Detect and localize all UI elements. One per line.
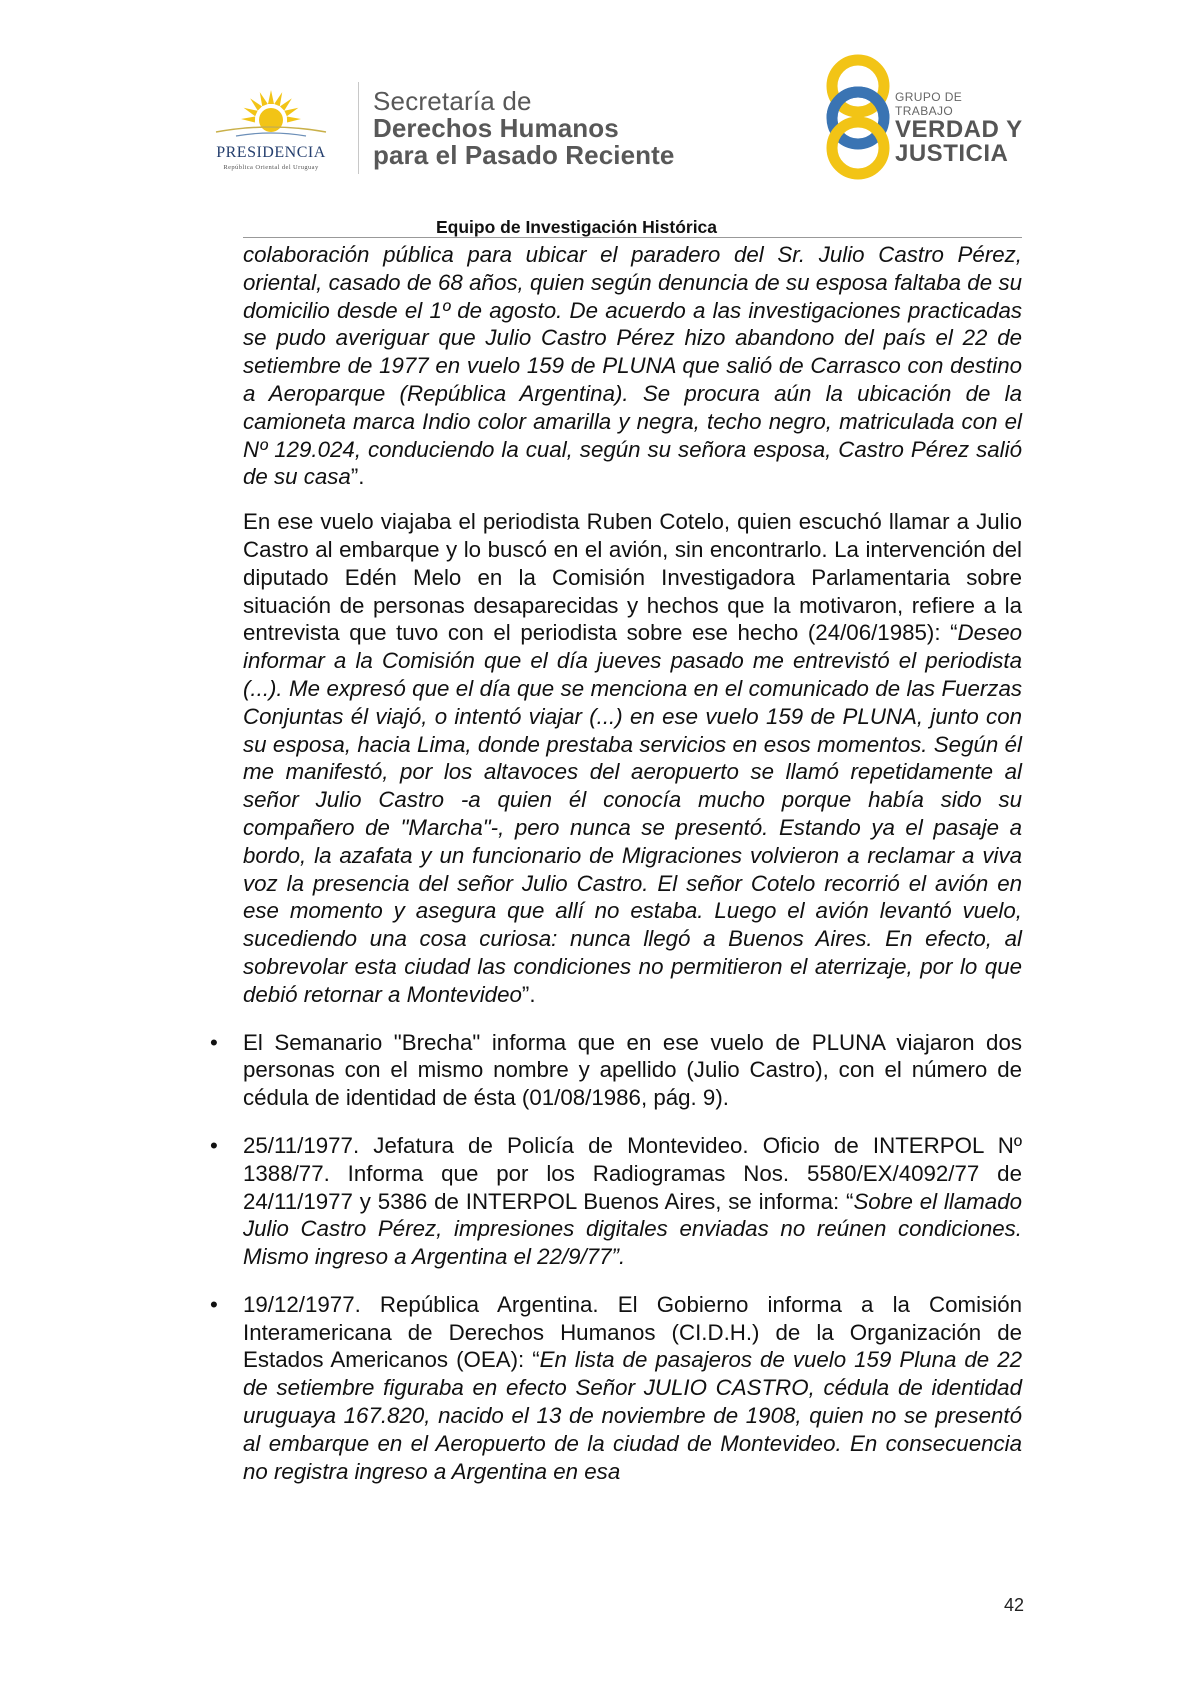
- paragraph-1: [243, 241, 1022, 491]
- team-title: Equipo de Investigación Histórica: [436, 217, 718, 237]
- presidencia-logo: [196, 80, 346, 180]
- secretaria-line-3: para el Pasado Reciente: [373, 140, 675, 170]
- presidencia-subtitle: República Oriental del Uruguay: [223, 164, 319, 171]
- bullet-item: [210, 1132, 1023, 1271]
- bullet-2-text: 25/11/1977. Jefatura de Policía de Montevideo. Oficio de INTERPOL Nº 1388/77. Informa que por los Radiogramas Nos. 5580/EX/4092/77 de 24/11/1977 y 5386 de INTERPOL Buenos Aires, se informa: “: [243, 1132, 1022, 1214]
- bullet-3-text: 19/12/1977. República Argentina. El Gobierno informa a la Comisión Interamericana de Derechos Humanos (CI.D.H.) de la Organización de Estados Americanos (OEA): “: [243, 1291, 1022, 1373]
- verdad-justicia-text: [895, 90, 1023, 166]
- document-body: [210, 241, 1023, 1485]
- bullet-item: [210, 1029, 1022, 1112]
- paragraph-1-close: ”.: [350, 464, 365, 490]
- bullet-icon: •: [210, 1029, 218, 1055]
- paragraph-2-quote: Deseo informar a la Comisión que el día jueves pasado me entrevistó el periodista (...). Me expresó que el día que se menciona en el comunicado de las Fuerzas Conjuntas él viajó, o intentó viajar (...) en ese vuelo 159 de PLUNA, junto con su esposa, hacia Lima, donde prestaba servicios en esos momentos. Según él me manifestó, por los altavoces del aeropuerto se llamó repetidamente al señor Julio Castro -a quien él conocía mucho porque había sido su compañero de "Marcha"-, pero nunca se presentó. Estando ya el pasaje a bordo, la azafata y un funcionario de Migraciones volvieron a reclamar a viva voz la presencia del señor Julio Castro. El señor Cotelo recorrió el avión en ese momento y asegura que allí no estaba. Luego el avión levantó vuelo, sucediendo una cosa curiosa: nunca llegó a Buenos Aires. En efecto, al sobrevolar esta ciudad las condiciones no permitieron el aterrizaje, por lo que debió retornar a Montevideo: [243, 620, 1022, 1007]
- grupo-de-trabajo-label: GRUPO DE TRABAJO: [895, 90, 963, 118]
- paragraph-1-quote: colaboración pública para ubicar el paradero del Sr. Julio Castro Pérez, oriental, casado de 68 años, quien según denuncia de su esposa faltaba de su domicilio desde el 1º de agosto. De acuerdo a las investigaciones practicadas se pudo averiguar que Julio Castro Pérez hizo abandono del país el 22 de setiembre de 1977 en vuelo 159 de PLUNA que salió de Carrasco con destino a Aeroparque (República Argentina). Se procura aún la ubicación de la camioneta marca Indio color amarilla y negra, techo negro, matriculada con el Nº 129.024, conduciendo la cual, según su señora esposa, Castro Pérez salió de su casa: [243, 242, 1022, 490]
- bullet-icon: •: [210, 1132, 218, 1158]
- bullet-icon: •: [210, 1291, 218, 1317]
- bullet-item: [210, 1291, 1022, 1486]
- header-rule: [243, 237, 1022, 238]
- bullet-1-text: El Semanario "Brecha" informa que en ese vuelo de PLUNA viajaron dos personas con el mismo nombre y apellido (Julio Castro), con el número de cédula de identidad de ésta (01/08/1986, pág. 9).: [243, 1029, 1022, 1111]
- secretaria-logo-text: [373, 88, 674, 169]
- bullet-2-quote: Sobre el llamado Julio Castro Pérez, impresiones digitales enviadas no reúnen condiciones. Mismo ingreso a Argentina el 22/9/77”.: [243, 1188, 1023, 1270]
- paragraph-2: [243, 508, 1022, 1008]
- page-header: [0, 0, 1190, 240]
- paragraph-2-text: En ese vuelo viajaba el periodista Ruben Cotelo, quien escuchó llamar a Julio Castro al embarque y lo buscó en el avión, sin encontrarlo. La intervención del diputado Edén Melo en la Comisión Investigadora Parlamentaria sobre situación de personas desaparecidas y hechos que la motivaron, refiere a la entrevista que tuvo con el periodista sobre ese hecho (24/06/1985): “: [243, 509, 1022, 646]
- sun-emblem-icon: [196, 80, 346, 142]
- rings-emblem-icon: [823, 52, 893, 182]
- secretaria-line-1: Secretaría de: [373, 86, 532, 116]
- page-number: 42: [1004, 1595, 1025, 1615]
- logo-divider: [358, 82, 359, 174]
- bullet-3-quote: En lista de pasajeros de vuelo 159 Pluna de 22 de setiembre figuraba en efecto Señor JULIO CASTRO, cédula de identidad uruguaya 167.820, nacido el 13 de noviembre de 1908, quien no se presentó al embarque en el Aeropuerto de la ciudad de Montevideo. En consecuencia no registra ingreso a Argentina en esa: [243, 1347, 1022, 1484]
- verdad-y-label: VERDAD Y: [895, 116, 1023, 143]
- secretaria-line-2: Derechos Humanos: [373, 113, 619, 143]
- justicia-label: JUSTICIA: [895, 140, 1009, 167]
- paragraph-2-close: ”.: [521, 981, 536, 1007]
- presidencia-name: PRESIDENCIA: [216, 144, 326, 161]
- verdad-justicia-logo: [823, 52, 1023, 182]
